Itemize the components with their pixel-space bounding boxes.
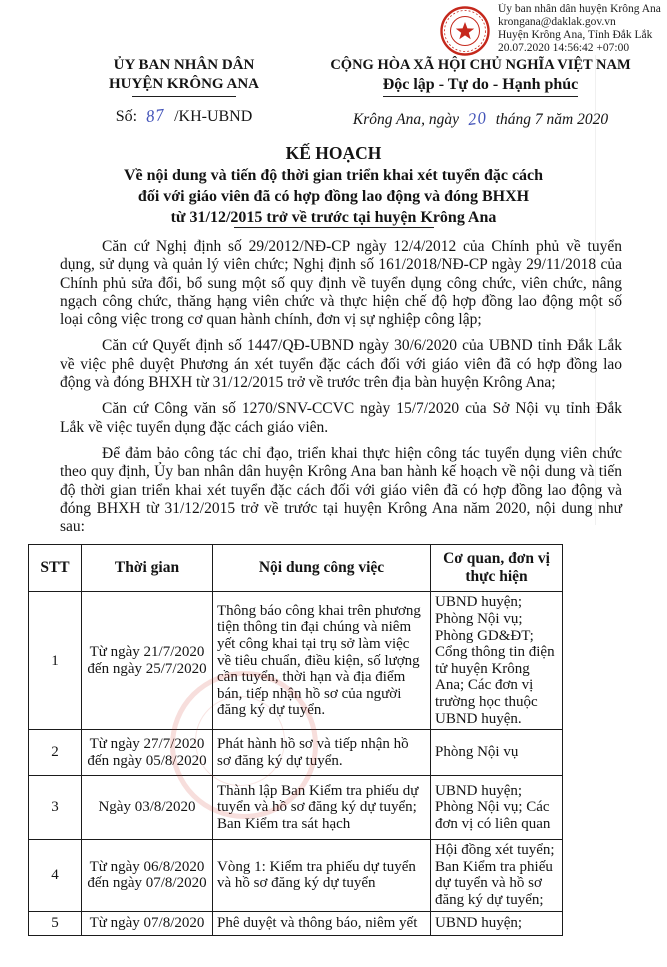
cell-stt: 4 <box>29 840 82 911</box>
document-title-heading: KẾ HOẠCH <box>285 143 382 163</box>
cell-stt: 2 <box>29 730 82 776</box>
document-number-suffix: /KH-UBND <box>174 108 253 125</box>
issuing-agency-line1: ỦY BAN NHÂN DÂN <box>113 57 255 73</box>
signature-location: Huyện Krông Ana, Tỉnh Đắk Lắk <box>498 29 653 41</box>
cell-stt: 5 <box>29 911 82 935</box>
cell-agency: Phòng Nội vụ <box>431 730 563 776</box>
table-row <box>29 911 563 935</box>
issue-date-day-handwritten: 20 <box>466 107 488 130</box>
cell-agency: UBND huyện; <box>431 911 563 935</box>
cell-time: Ngày 03/8/2020 <box>82 776 213 840</box>
cell-job: Thông báo công khai trên phương tiện thông tin đại chúng và niêm yết công khai tại trụ sở làm việc về tiêu chuẩn, điều kiện, số lượng cần tuyển, thời hạn và địa điểm bán, tiếp nhận hồ sơ của người đăng ký dự tuyển. <box>213 592 431 730</box>
agency-underline <box>132 96 236 97</box>
cell-job: Vòng 1: Kiểm tra phiếu dự tuyển và hồ sơ đăng ký dự tuyển <box>213 840 431 911</box>
signature-email: krongana@daklak.gov.vn <box>498 16 616 28</box>
issue-date-prefix: Krông Ana, ngày <box>352 111 459 128</box>
document-title-line2: đối với giáo viên đã có hợp đồng lao động và đóng BHXH <box>137 188 530 205</box>
paragraph-purpose: Để đảm bảo công tác chỉ đạo, triển khai thực hiện công tác tuyển dụng viên chức theo quy định, Ủy ban nhân dân huyện Krông Ana ban hành kế hoạch về nội dung và tiến độ thời gian triển khai xét tuyển đặc cách đối với giáo viên đã có hợp đồng lao động và đóng BHXH từ 31/12/2015 trở về trước tại huyện Krông Ana năm 2020, nội dung như sau: <box>60 444 622 536</box>
paragraph-legal-basis-1: Căn cứ Nghị định số 29/2012/NĐ-CP ngày 12/4/2012 của Chính phủ về tuyển dụng, sử dụng và quản lý viên chức; Nghị định số 161/2018/NĐ-CP ngày 29/11/2018 của Chính phủ sửa đổi, bổ sung một số quy định về tuyển dụng công chức, viên chức, nâng ngạch công chức, thăng hạng viên chức và thực hiện chế độ hợp đồng lao động một số loại công việc trong cơ quan hành chính, đơn vị sự nghiệp công lập; <box>60 238 622 329</box>
header-cell-agency: Cơ quan, đơn vị thực hiện <box>431 545 563 592</box>
cell-agency: Hội đồng xét tuyển; Ban Kiểm tra phiếu dự tuyển và hồ sơ đăng ký dự tuyển; <box>431 840 563 911</box>
cell-agency: UBND huyện; Phòng Nội vụ; Các đơn vị có liên quan <box>431 776 563 840</box>
digital-signature-info <box>498 3 667 55</box>
cell-time: Từ ngày 27/7/2020 đến ngày 05/8/2020 <box>82 730 213 776</box>
document-title-line3: từ 31/12/2015 trở về trước tại huyện Krông Ana <box>170 209 497 226</box>
cell-stt: 3 <box>29 776 82 840</box>
document-number-line <box>58 106 310 126</box>
cell-agency: UBND huyện; Phòng Nội vụ; Phòng GD&ĐT; Cổng thông tin điện tử huyện Krông Ana; Các đơn vị trường học thuộc UBND huyện. <box>431 592 563 730</box>
digital-signature-block <box>439 3 667 62</box>
schedule-table <box>28 544 563 935</box>
national-title: CỘNG HÒA XÃ HỘI CHỦ NGHĨA VIỆT NAM <box>330 57 631 73</box>
cell-job: Phê duyệt và thông báo, niêm yết <box>213 911 431 935</box>
document-title-line1: Về nội dung và tiến độ thời gian triển khai xét tuyển đặc cách <box>123 167 544 184</box>
cell-time: Từ ngày 06/8/2020 đến ngày 07/8/2020 <box>82 840 213 911</box>
issuing-agency-line2: HUYỆN KRÔNG ANA <box>108 76 259 92</box>
cell-job: Phát hành hồ sơ và tiếp nhận hồ sơ đăng ký dự tuyển. <box>213 730 431 776</box>
cell-time: Từ ngày 07/8/2020 <box>82 911 213 935</box>
issuing-agency-block <box>58 56 310 129</box>
paragraph-legal-basis-2: Căn cứ Quyết định số 1447/QĐ-UBND ngày 30/6/2020 của UBND tỉnh Đắk Lắk về việc phê duyệt Phương án xét tuyển đặc cách đối với giáo viên đã có hợp đồng lao động và đóng BHXH từ 31/12/2015 trở về trước trên địa bàn huyện Krông Ana; <box>60 337 622 392</box>
document-number-handwritten: 87 <box>144 104 167 127</box>
issue-date-line <box>310 109 651 129</box>
paragraph-legal-basis-3: Căn cứ Công văn số 1270/SNV-CCVC ngày 15/7/2020 của Sở Nội vụ tỉnh Đắk Lắk về việc tuyển dụng đặc cách giáo viên. <box>60 400 622 436</box>
cell-stt: 1 <box>29 592 82 730</box>
issue-date-suffix: tháng 7 năm 2020 <box>495 111 609 128</box>
document-body <box>60 238 622 536</box>
header-cell-time: Thời gian <box>82 545 213 592</box>
national-emblem-seal-icon <box>439 5 491 62</box>
cell-job: Thành lập Ban Kiểm tra phiếu dự tuyển và hồ sơ đăng ký dự tuyển; Ban Kiểm tra sát hạch <box>213 776 431 840</box>
table-header-row <box>29 545 563 592</box>
header-cell-job: Nội dung công việc <box>213 545 431 592</box>
table-row <box>29 592 563 730</box>
national-motto: Độc lập - Tự do - Hạnh phúc <box>383 75 579 97</box>
table-row <box>29 840 563 911</box>
national-header-block <box>310 56 651 129</box>
table-row <box>29 776 563 840</box>
document-number-label: Số: <box>115 108 138 125</box>
signature-org: Ủy ban nhân dân huyện Krông Ana <box>498 3 661 15</box>
header-cell-stt: STT <box>29 545 82 592</box>
document-title-block <box>0 142 667 228</box>
table-row <box>29 730 563 776</box>
signature-timestamp: 20.07.2020 14:56:42 +07:00 <box>498 42 630 54</box>
cell-time: Từ ngày 21/7/2020 đến ngày 25/7/2020 <box>82 592 213 730</box>
